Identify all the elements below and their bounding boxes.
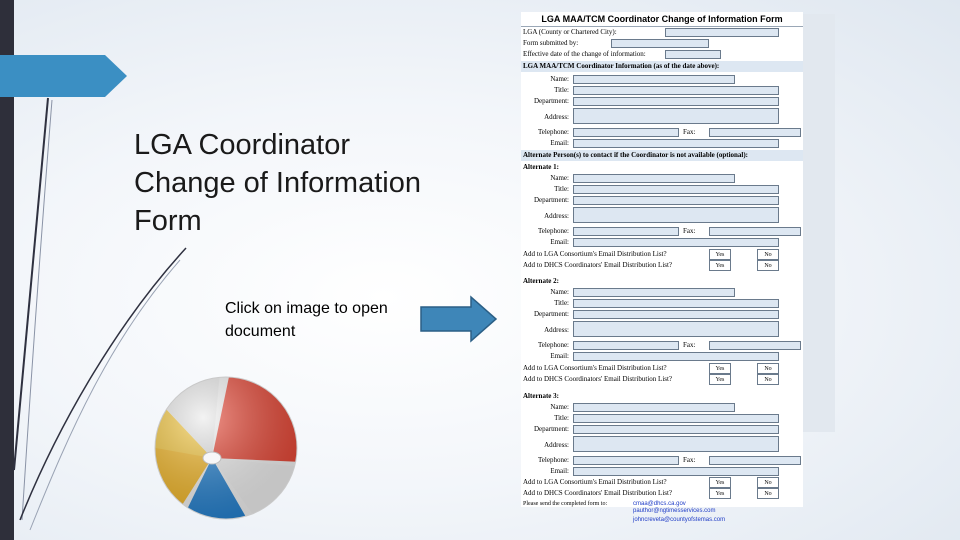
alt3-address-label: Address: bbox=[544, 441, 569, 449]
coord-email-label: Email: bbox=[550, 139, 569, 147]
alt2-department-field bbox=[573, 310, 779, 319]
email-link-1[interactable]: cmaa@dhcs.ca.gov bbox=[633, 501, 686, 507]
effective-date-field bbox=[665, 50, 721, 59]
alt3-name-field bbox=[573, 403, 735, 412]
form-thumbnail-link[interactable] bbox=[521, 12, 803, 507]
alt1-address-field bbox=[573, 207, 779, 223]
beach-ball-icon bbox=[150, 372, 302, 524]
slide-title: LGA Coordinator Change of Information Form bbox=[134, 129, 421, 237]
alt3-telephone-label: Telephone: bbox=[538, 456, 569, 464]
alt2-email-field bbox=[573, 352, 779, 361]
alternate-2-label: Alternate 2: bbox=[523, 277, 559, 285]
alt1-fax-field bbox=[709, 227, 801, 236]
email-link-3[interactable]: johncreveta@countyofstemas.com bbox=[633, 517, 726, 523]
alt2-consortium-no: No bbox=[757, 363, 779, 374]
coord-fax-label: Fax: bbox=[683, 128, 696, 136]
alternate-1-label: Alternate 1: bbox=[523, 163, 559, 171]
right-arrow-icon bbox=[419, 295, 499, 343]
submitted-by-label: Form submitted by: bbox=[523, 39, 579, 47]
alt2-dhcs-yes: Yes bbox=[709, 374, 731, 385]
coord-address-field bbox=[573, 108, 779, 124]
submitted-by-field bbox=[611, 39, 709, 48]
coord-name-label: Name: bbox=[550, 75, 569, 83]
alt1-consortium-question: Add to LGA Consortium's Email Distribution List? bbox=[523, 250, 667, 258]
alternate-3-label: Alternate 3: bbox=[523, 392, 559, 400]
alt1-consortium-no: No bbox=[757, 249, 779, 260]
alt3-dhcs-yes: Yes bbox=[709, 488, 731, 499]
coord-email-field bbox=[573, 139, 779, 148]
alt3-name-label: Name: bbox=[550, 403, 569, 411]
alt1-email-label: Email: bbox=[550, 238, 569, 246]
alt1-consortium-yes: Yes bbox=[709, 249, 731, 260]
alt2-title-label: Title: bbox=[554, 299, 569, 307]
alt1-dhcs-no: No bbox=[757, 260, 779, 271]
alt1-department-label: Department: bbox=[534, 196, 569, 204]
alt1-dhcs-yes: Yes bbox=[709, 260, 731, 271]
alt3-email-field bbox=[573, 467, 779, 476]
form-title: LGA MAA/TCM Coordinator Change of Information Form bbox=[541, 14, 783, 24]
coord-department-label: Department: bbox=[534, 97, 569, 105]
alt3-consortium-yes: Yes bbox=[709, 477, 731, 488]
alt3-fax-label: Fax: bbox=[683, 456, 696, 464]
alt2-dhcs-question: Add to DHCS Coordinators' Email Distribution List? bbox=[523, 375, 673, 383]
alt1-name-field bbox=[573, 174, 735, 183]
alt1-name-label: Name: bbox=[550, 174, 569, 182]
alt2-address-label: Address: bbox=[544, 326, 569, 334]
coord-fax-field bbox=[709, 128, 801, 137]
lga-field bbox=[665, 28, 779, 37]
coord-name-field bbox=[573, 75, 735, 84]
alt3-title-label: Title: bbox=[554, 414, 569, 422]
alt1-telephone-field bbox=[573, 227, 679, 236]
alt1-address-label: Address: bbox=[544, 212, 569, 220]
alt3-department-field bbox=[573, 425, 779, 434]
alt1-fax-label: Fax: bbox=[683, 227, 696, 235]
alt3-title-field bbox=[573, 414, 779, 423]
alt2-consortium-yes: Yes bbox=[709, 363, 731, 374]
alt3-dhcs-question: Add to DHCS Coordinators' Email Distribution List? bbox=[523, 489, 673, 497]
alt2-dhcs-no: No bbox=[757, 374, 779, 385]
alt3-address-field bbox=[573, 436, 779, 452]
alt2-title-field bbox=[573, 299, 779, 308]
alt2-consortium-question: Add to LGA Consortium's Email Distribution List? bbox=[523, 364, 667, 372]
alt2-email-label: Email: bbox=[550, 352, 569, 360]
alt2-fax-field bbox=[709, 341, 801, 350]
lga-label: LGA (County or Chartered City): bbox=[523, 28, 617, 36]
alt2-name-field bbox=[573, 288, 735, 297]
alt3-fax-field bbox=[709, 456, 801, 465]
alt3-telephone-field bbox=[573, 456, 679, 465]
alt2-telephone-field bbox=[573, 341, 679, 350]
alt2-telephone-label: Telephone: bbox=[538, 341, 569, 349]
slide-caption: Click on image to open document bbox=[225, 300, 388, 340]
alt3-email-label: Email: bbox=[550, 467, 569, 475]
alt1-department-field bbox=[573, 196, 779, 205]
alt3-dhcs-no: No bbox=[757, 488, 779, 499]
alt1-title-label: Title: bbox=[554, 185, 569, 193]
alt2-name-label: Name: bbox=[550, 288, 569, 296]
coord-department-field bbox=[573, 97, 779, 106]
coord-title-label: Title: bbox=[554, 86, 569, 94]
alt2-address-field bbox=[573, 321, 779, 337]
form-shadow bbox=[803, 14, 835, 432]
alt1-telephone-label: Telephone: bbox=[538, 227, 569, 235]
alt2-department-label: Department: bbox=[534, 310, 569, 318]
alt1-dhcs-question: Add to DHCS Coordinators' Email Distribution List? bbox=[523, 261, 673, 269]
alt2-fax-label: Fax: bbox=[683, 341, 696, 349]
alt1-title-field bbox=[573, 185, 779, 194]
coord-telephone-label: Telephone: bbox=[538, 128, 569, 136]
alternate-section-label: Alternate Person(s) to contact if the Coordinator is not available (optional): bbox=[523, 151, 749, 159]
coordinator-section-label: LGA MAA/TCM Coordinator Information (as of the date above): bbox=[523, 62, 720, 70]
send-to-label: Please send the completed form to: bbox=[523, 501, 608, 507]
coord-telephone-field bbox=[573, 128, 679, 137]
alt3-consortium-question: Add to LGA Consortium's Email Distribution List? bbox=[523, 478, 667, 486]
coord-title-field bbox=[573, 86, 779, 95]
alt1-email-field bbox=[573, 238, 779, 247]
email-link-2[interactable]: pauthor@ngtimesservices.com bbox=[633, 508, 716, 514]
effective-date-label: Effective date of the change of information: bbox=[523, 50, 646, 58]
alt3-department-label: Department: bbox=[534, 425, 569, 433]
alt3-consortium-no: No bbox=[757, 477, 779, 488]
coord-address-label: Address: bbox=[544, 113, 569, 121]
